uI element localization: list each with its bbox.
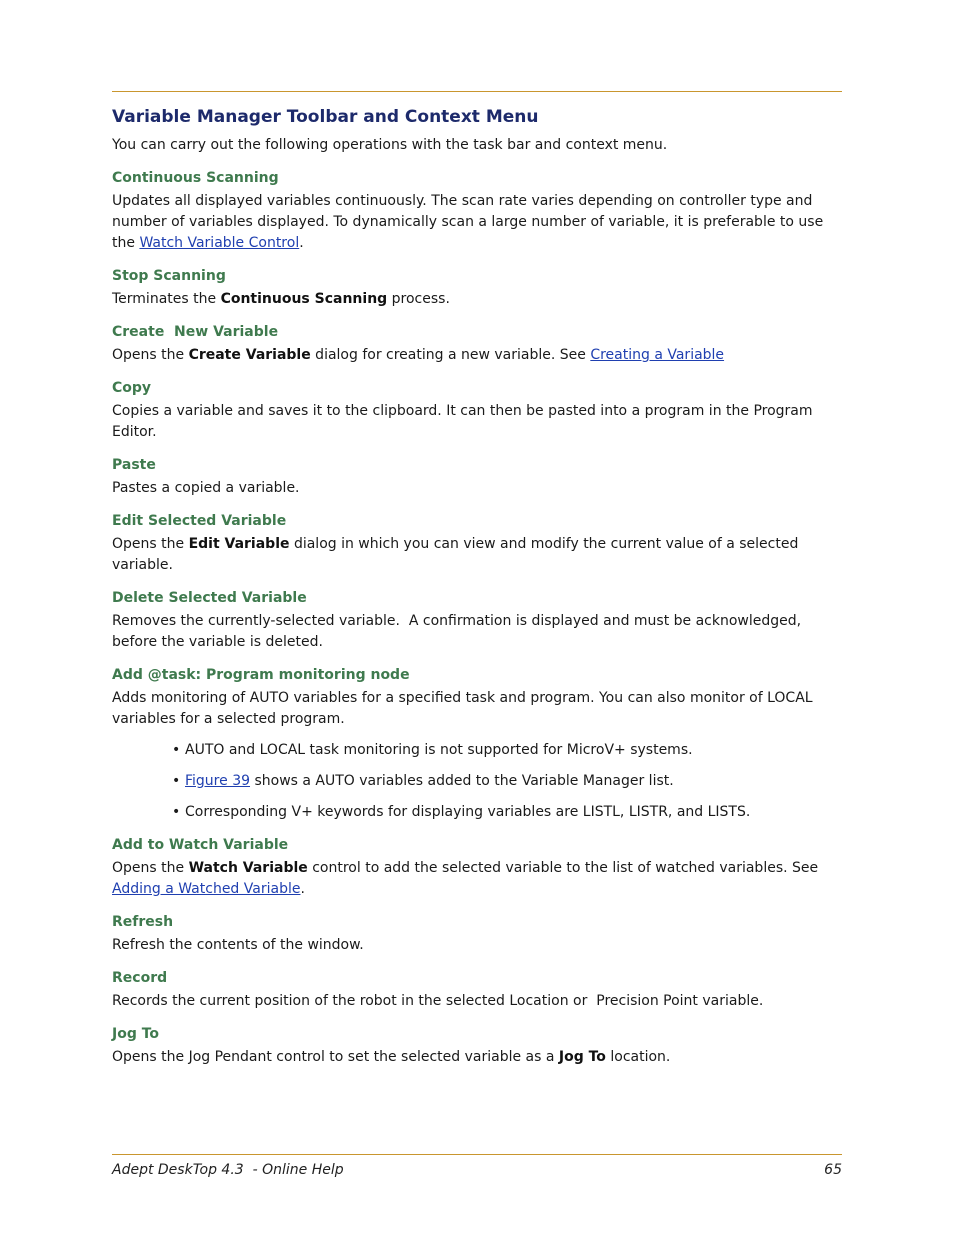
section-body: Copies a variable and saves it to the clipboard. It can then be pasted into a program in the Program Editor.	[112, 403, 813, 440]
body-text-end: .	[300, 881, 305, 897]
section-heading: Refresh	[112, 914, 174, 930]
section-stop-scanning	[112, 266, 842, 310]
section-body	[112, 289, 842, 310]
section-jog-to	[112, 1024, 842, 1068]
section-heading: Record	[112, 970, 168, 986]
section-heading: Delete Selected Variable	[112, 590, 307, 606]
bold-term: Edit Variable	[188, 536, 290, 552]
bold-term: Jog To	[558, 1049, 606, 1065]
section-heading: Create New Variable	[112, 324, 279, 340]
section-body: Pastes a copied a variable.	[112, 480, 300, 496]
figure-39-link[interactable]: Figure 39	[185, 773, 251, 789]
section-heading: Edit Selected Variable	[112, 513, 287, 529]
body-text: Opens the Jog Pendant control to set the selected variable as a	[112, 1049, 559, 1065]
section-heading: Paste	[112, 457, 156, 473]
intro-text: You can carry out the following operations with the task bar and context menu.	[112, 137, 668, 153]
section-body: Adds monitoring of AUTO variables for a specified task and program. You can also monitor of LOCAL variables for a selected program.	[112, 690, 813, 727]
section-copy	[112, 378, 842, 443]
section-body	[112, 1047, 842, 1068]
list-item	[172, 771, 842, 792]
page-footer	[112, 1160, 842, 1180]
section-heading: Continuous Scanning	[112, 170, 279, 186]
section-add-to-watch-variable	[112, 835, 842, 900]
section-body	[112, 345, 842, 366]
section-heading: Copy	[112, 380, 152, 396]
section-body: Records the current position of the robot in the selected Location or Precision Point variable.	[112, 993, 764, 1009]
body-text-mid: dialog for creating a new variable. See	[310, 347, 591, 363]
bold-term: Create Variable	[188, 347, 311, 363]
list-item-text: shows a AUTO variables added to the Variable Manager list.	[250, 773, 674, 789]
page-title: Variable Manager Toolbar and Context Menu	[112, 107, 539, 127]
bold-term: Continuous Scanning	[220, 291, 388, 307]
section-body	[112, 534, 842, 576]
list-item-text: AUTO and LOCAL task monitoring is not supported for MicroV+ systems.	[185, 742, 693, 758]
body-text: Updates all displayed variables continuously. The scan rate varies depending on controller type and number of variables displayed. To dynamically scan a large number of variable, it is preferable to use the	[112, 193, 824, 251]
section-add-task-monitoring	[112, 665, 842, 823]
section-heading: Stop Scanning	[112, 268, 226, 284]
header-rule	[112, 91, 842, 92]
section-record	[112, 968, 842, 1012]
section-body	[112, 858, 842, 900]
bullet-icon: •	[172, 742, 181, 758]
body-text-end: .	[299, 235, 304, 251]
list-item-text: Corresponding V+ keywords for displaying variables are LISTL, LISTR, and LISTS.	[185, 804, 751, 820]
section-heading: Jog To	[112, 1026, 160, 1042]
body-text: Opens the	[112, 536, 189, 552]
body-text: Opens the	[112, 860, 189, 876]
section-heading: Add @task: Program monitoring node	[112, 667, 410, 683]
section-create-new-variable	[112, 322, 842, 366]
creating-a-variable-link[interactable]: Creating a Variable	[590, 347, 725, 363]
footer-title: Adept DeskTop 4.3 - Online Help	[112, 1162, 344, 1178]
section-body	[112, 191, 842, 254]
bullet-list	[112, 740, 842, 823]
section-continuous-scanning	[112, 168, 842, 254]
list-item	[172, 802, 842, 823]
page-number: 65	[824, 1162, 842, 1178]
section-edit-selected-variable	[112, 511, 842, 576]
page-content	[112, 106, 842, 1080]
body-text: Terminates the	[112, 291, 221, 307]
watch-variable-control-link[interactable]: Watch Variable Control	[139, 235, 300, 251]
section-refresh	[112, 912, 842, 956]
body-text: Opens the	[112, 347, 189, 363]
body-text-end: process.	[387, 291, 450, 307]
bullet-icon: •	[172, 773, 181, 789]
body-text-end: location.	[605, 1049, 671, 1065]
section-paste	[112, 455, 842, 499]
footer-rule	[112, 1154, 842, 1155]
list-item	[172, 740, 842, 761]
document-page	[112, 0, 842, 1235]
body-text-end: dialog in which you can view and modify the current value of a selected variable.	[112, 536, 799, 573]
adding-a-watched-variable-link[interactable]: Adding a Watched Variable	[112, 881, 301, 897]
section-delete-selected-variable	[112, 588, 842, 653]
section-body: Removes the currently-selected variable. A confirmation is displayed and must be acknowledged, before the variable is deleted.	[112, 613, 806, 650]
bold-term: Watch Variable	[188, 860, 308, 876]
section-heading: Add to Watch Variable	[112, 837, 289, 853]
body-text-mid: control to add the selected variable to the list of watched variables. See	[307, 860, 819, 876]
bullet-icon: •	[172, 804, 181, 820]
section-body: Refresh the contents of the window.	[112, 937, 364, 953]
